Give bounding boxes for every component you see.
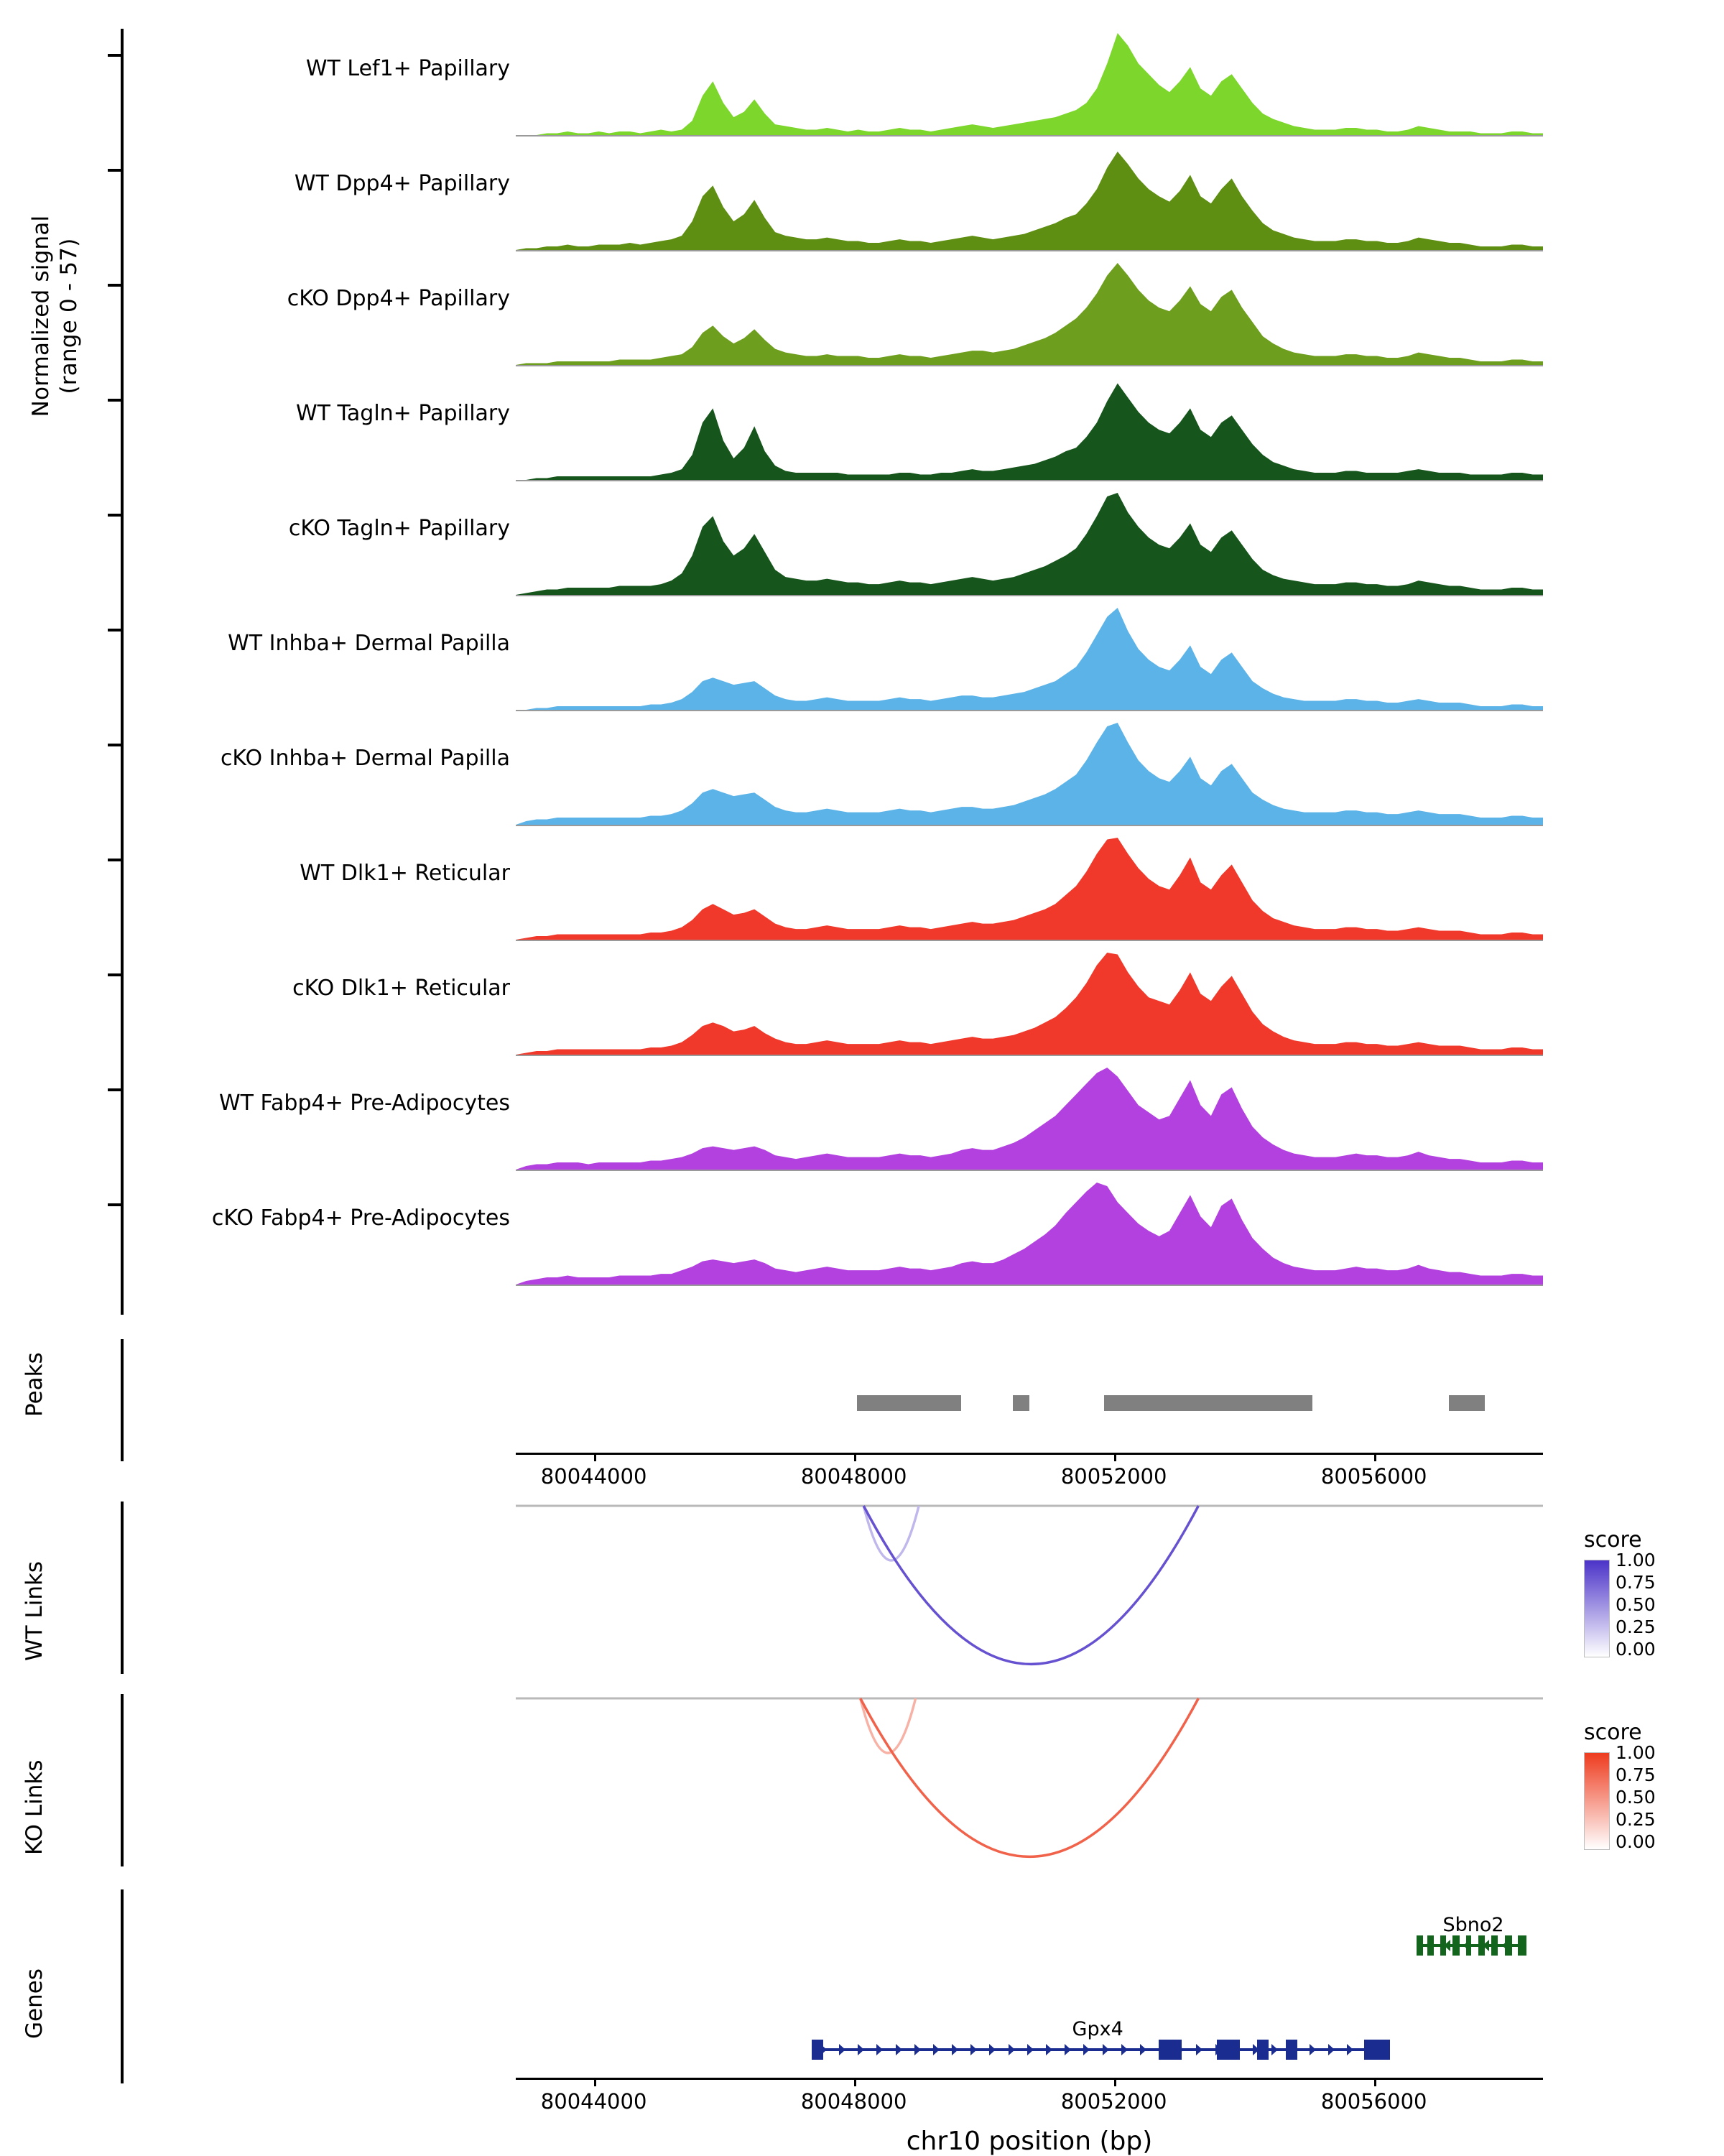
gene-strand-arrow-icon — [1271, 2044, 1278, 2055]
coverage-track-baseline — [516, 940, 1543, 941]
gene-label: Sbno2 — [1442, 1914, 1504, 1936]
coverage-track-label: cKO Dpp4+ Papillary — [287, 286, 510, 311]
coverage-track-tick — [108, 514, 124, 517]
ko-links-canvas — [516, 1688, 1543, 1875]
coverage-track-label: cKO Fabp4+ Pre-Adipocytes — [211, 1206, 510, 1231]
links-arcs — [516, 1496, 1543, 1683]
coverage-track-area — [516, 718, 1543, 833]
legend-tick-label: 0.75 — [1616, 1572, 1656, 1593]
x-axis-upper — [516, 1453, 1543, 1489]
gene-strand-arrow-icon — [1140, 2044, 1146, 2055]
ko-score-legend-ticks — [1616, 1744, 1656, 1855]
gene-strand-arrow-icon — [970, 2044, 977, 2055]
coverage-track — [0, 718, 1724, 833]
coverage-track-area — [516, 833, 1543, 948]
genes-spine — [121, 1889, 124, 2083]
coverage-track-baseline — [516, 1285, 1543, 1286]
coverage-track-area — [516, 374, 1543, 489]
x-axis-tick-label: 80048000 — [800, 1464, 907, 1489]
coverage-track-baseline — [516, 1055, 1543, 1056]
x-axis-tick — [1114, 1453, 1116, 1461]
peaks-spine — [121, 1339, 124, 1461]
gene-exon — [1364, 2040, 1390, 2060]
coverage-track-baseline — [516, 710, 1543, 711]
x-axis-tick-label: 80052000 — [1060, 1464, 1167, 1489]
x-axis-title: chr10 position (bp) — [906, 2127, 1153, 2156]
coverage-track-label: WT Dlk1+ Reticular — [300, 861, 510, 886]
link-arc — [861, 1698, 1199, 1856]
coverage-track — [0, 948, 1724, 1063]
legend-tick-label: 1.00 — [1616, 1550, 1656, 1570]
gene-exon — [1427, 1935, 1434, 1956]
gene-exon — [812, 2040, 823, 2060]
gene-exon — [1518, 1935, 1526, 1956]
links-arcs — [516, 1688, 1543, 1875]
x-axis-tick — [854, 2078, 856, 2086]
wt-score-colorbar — [1584, 1560, 1610, 1657]
gene-strand-arrow-icon — [1310, 2044, 1316, 2055]
peak-region — [1013, 1395, 1029, 1411]
x-axis-tick-label: 80056000 — [1320, 1464, 1427, 1489]
x-axis-tick — [1114, 2078, 1116, 2086]
coverage-track-baseline — [516, 250, 1543, 251]
coverage-track-baseline — [516, 135, 1543, 137]
coverage-track-tick — [108, 1203, 124, 1206]
coverage-track-label: cKO Tagln+ Papillary — [288, 516, 510, 541]
legend-tick-label: 1.00 — [1616, 1742, 1656, 1763]
coverage-track-area — [516, 144, 1543, 259]
coverage-track-label: cKO Dlk1+ Reticular — [292, 976, 510, 1001]
coverage-track-area — [516, 948, 1543, 1063]
gene-exon — [1505, 1935, 1513, 1956]
coverage-track-tick — [108, 54, 124, 57]
gene-strand-arrow-icon — [839, 2044, 845, 2055]
coverage-track-area — [516, 489, 1543, 603]
x-axis-tick-label: 80056000 — [1320, 2089, 1427, 2114]
wt-score-legend-ticks — [1616, 1551, 1656, 1662]
coverage-track — [0, 1178, 1724, 1293]
coverage-track-label: WT Dpp4+ Papillary — [294, 171, 510, 196]
gene-strand-arrow-icon — [1103, 2044, 1109, 2055]
coverage-track-label: WT Tagln+ Papillary — [296, 401, 510, 426]
link-arc — [863, 1506, 1198, 1664]
gene-exon — [1440, 1935, 1446, 1956]
coverage-track — [0, 489, 1724, 603]
gene-exon — [1452, 1935, 1459, 1956]
legend-tick-label: 0.50 — [1616, 1594, 1656, 1615]
coverage-track-baseline — [516, 480, 1543, 481]
genes-panel — [0, 1882, 1724, 2155]
coverage-track-tick — [108, 744, 124, 746]
coverage-track-baseline — [516, 825, 1543, 826]
coverage-track-baseline — [516, 1170, 1543, 1171]
coverage-track-tick — [108, 169, 124, 172]
peak-region — [857, 1395, 961, 1411]
x-axis-lower — [516, 2078, 1543, 2114]
x-axis-tick-label: 80044000 — [540, 1464, 647, 1489]
coverage-track — [0, 374, 1724, 489]
coverage-track — [0, 144, 1724, 259]
coverage-track-label: cKO Inhba+ Dermal Papilla — [220, 746, 510, 771]
coverage-track-tick — [108, 284, 124, 287]
gene-strand-arrow-icon — [989, 2044, 996, 2055]
coverage-track-tick — [108, 973, 124, 976]
coverage-track — [0, 29, 1724, 144]
x-axis-tick-label: 80052000 — [1060, 2089, 1167, 2114]
legend-tick-label: 0.25 — [1616, 1809, 1656, 1830]
coverage-track-baseline — [516, 595, 1543, 596]
wt-links-canvas — [516, 1496, 1543, 1683]
wt-links-panel — [0, 1496, 1724, 1683]
gene-exon — [1217, 2040, 1240, 2060]
ko-score-legend-title: score — [1584, 1720, 1642, 1745]
legend-tick-label: 0.00 — [1616, 1831, 1656, 1852]
legend-tick-label: 0.00 — [1616, 1639, 1656, 1660]
gene-strand-arrow-icon — [1196, 2044, 1202, 2055]
gene-label: Gpx4 — [1072, 2018, 1123, 2040]
coverage-track — [0, 1063, 1724, 1178]
x-axis-tick — [594, 2078, 596, 2086]
genes-axis-label: Genes — [22, 1968, 47, 2039]
gene-strand-arrow-icon — [896, 2044, 902, 2055]
peak-region — [1104, 1395, 1312, 1411]
coverage-track-tick — [108, 629, 124, 631]
gene-strand-arrow-icon — [1347, 2044, 1353, 2055]
coverage-track — [0, 259, 1724, 374]
gene-strand-arrow-icon — [952, 2044, 958, 2055]
gene-strand-arrow-icon — [1027, 2044, 1034, 2055]
gene-strand-arrow-icon — [914, 2044, 921, 2055]
coverage-track-baseline — [516, 365, 1543, 366]
gene-exon — [1286, 2040, 1297, 2060]
coverage-track-label: WT Fabp4+ Pre-Adipocytes — [219, 1091, 510, 1116]
x-axis-tick — [1374, 1453, 1376, 1461]
coverage-track-tick — [108, 1088, 124, 1091]
gene-strand-arrow-icon — [876, 2044, 883, 2055]
coverage-track-area — [516, 259, 1543, 374]
x-axis-tick — [594, 1453, 596, 1461]
coverage-track-area — [516, 1063, 1543, 1178]
coverage-track-label: WT Inhba+ Dermal Papilla — [228, 631, 510, 656]
gene-exon — [1417, 1935, 1423, 1956]
ko-links-axis-label: KO Links — [22, 1759, 47, 1855]
x-axis-line — [516, 2078, 1543, 2080]
coverage-track-area — [516, 1178, 1543, 1293]
ko-score-colorbar — [1584, 1752, 1610, 1850]
gene-strand-arrow-icon — [1009, 2044, 1015, 2055]
ko-score-legend — [1584, 1720, 1656, 1857]
x-axis-tick-label: 80044000 — [540, 2089, 647, 2114]
wt-score-legend — [1584, 1527, 1656, 1665]
legend-tick-label: 0.50 — [1616, 1787, 1656, 1808]
gene-exon — [1466, 1935, 1472, 1956]
coverage-track-area — [516, 603, 1543, 718]
y-axis-label-line2: (range 0 - 57) — [55, 238, 82, 394]
legend-tick-label: 0.25 — [1616, 1616, 1656, 1637]
gene-exon — [1491, 1935, 1498, 1956]
wt-links-spine — [121, 1502, 124, 1674]
gene-exon — [1159, 2040, 1182, 2060]
gene-strand-arrow-icon — [1121, 2044, 1128, 2055]
coverage-track — [0, 603, 1724, 718]
peaks-panel — [0, 1329, 1724, 1489]
y-axis-label-line1: Normalized signal — [28, 215, 54, 417]
gene-exon — [1478, 1935, 1485, 1956]
x-axis-line — [516, 1453, 1543, 1455]
wt-score-legend-title: score — [1584, 1527, 1642, 1553]
gene-strand-arrow-icon — [858, 2044, 864, 2055]
peaks-axis-label: Peaks — [22, 1352, 47, 1417]
gene-strand-arrow-icon — [1083, 2044, 1090, 2055]
gene-strand-arrow-icon — [1046, 2044, 1052, 2055]
coverage-track-area — [516, 29, 1543, 144]
x-axis-tick-label: 80048000 — [800, 2089, 907, 2114]
legend-tick-label: 0.75 — [1616, 1764, 1656, 1785]
coverage-track-tick — [108, 399, 124, 402]
gene-strand-arrow-icon — [933, 2044, 940, 2055]
ko-links-panel — [0, 1688, 1724, 1875]
ko-links-spine — [121, 1694, 124, 1866]
gene-exon — [1257, 2040, 1269, 2060]
coverage-track — [0, 833, 1724, 948]
peak-region — [1449, 1395, 1485, 1411]
gene-strand-arrow-icon — [1328, 2044, 1335, 2055]
coverage-track-tick — [108, 859, 124, 861]
gene-strand-arrow-icon — [1065, 2044, 1071, 2055]
wt-links-axis-label: WT Links — [22, 1560, 47, 1661]
x-axis-tick — [854, 1453, 856, 1461]
coverage-track-label: WT Lef1+ Papillary — [305, 56, 510, 81]
x-axis-tick — [1374, 2078, 1376, 2086]
